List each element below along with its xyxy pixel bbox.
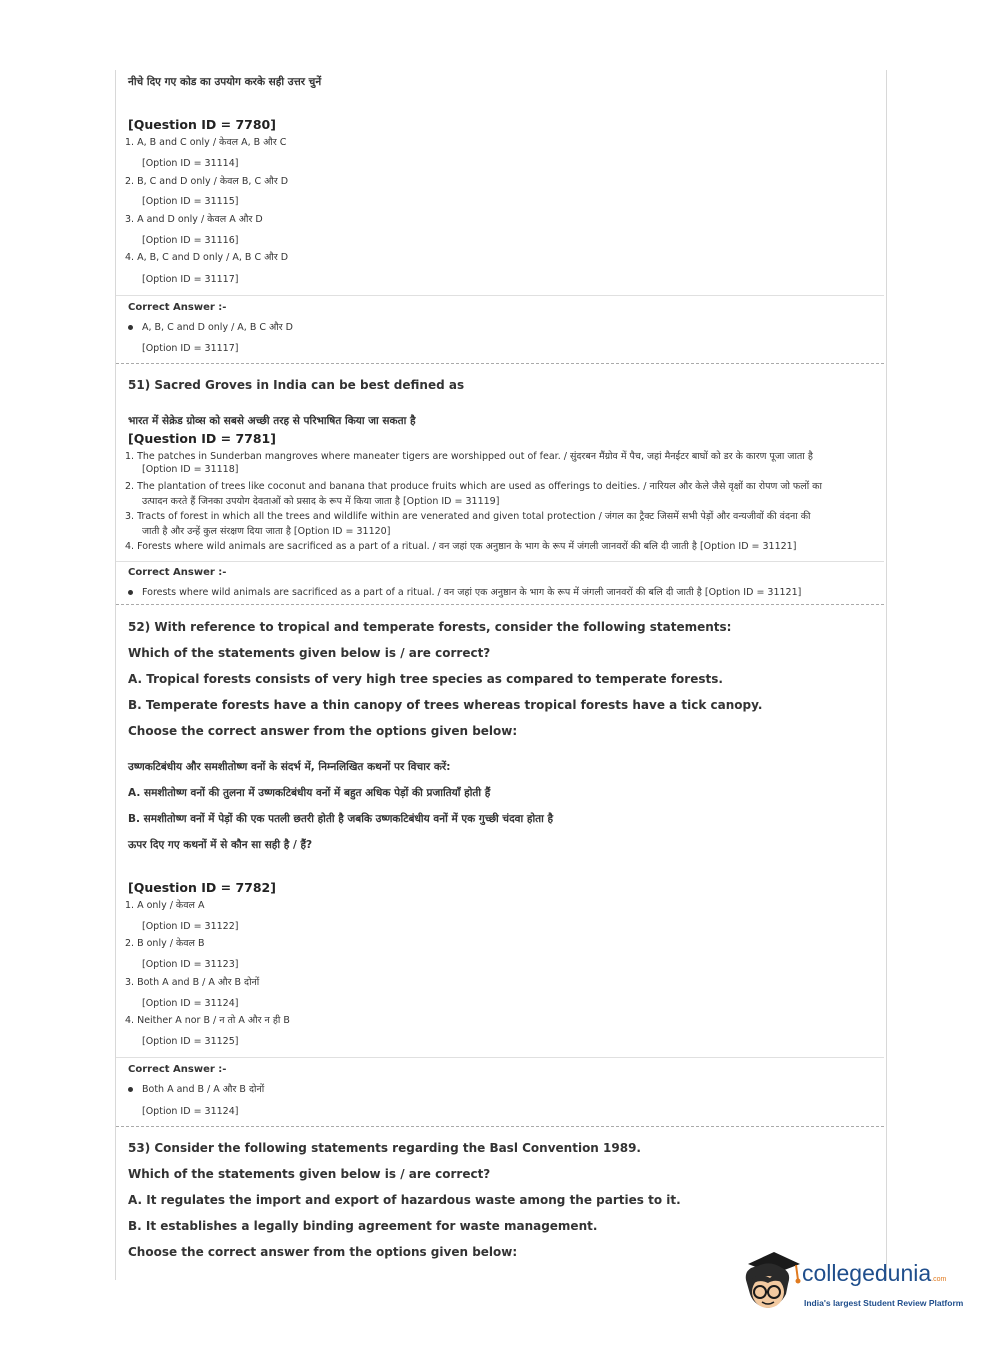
q53-title: 53) Consider the following statements regarding the Basl Convention 1989. xyxy=(128,1141,641,1155)
q52-option-3: 3. Both A and B / A और B दोनों xyxy=(125,977,260,988)
q50-correct-answer: A, B, C and D only / A, B C और D xyxy=(128,320,293,333)
q53-which: Which of the statements given below is / are correct? xyxy=(128,1167,491,1181)
q51-correct-answer: Forests where wild animals are sacrificed as a part of a ritual. / वन जहां एक अनुष्ठान के भाग के रूप में जंगली जानवरों की बलि दी जाती है [Option ID = 31121] xyxy=(128,585,801,598)
q51-option-2-cont: उत्पादन करते हैं जिनका उपयोग देवताओं को प्रसाद के रूप में किया जाता है [Option ID = 31119] xyxy=(142,496,500,507)
q50-question-id: [Question ID = 7780] xyxy=(128,117,276,132)
q53-choose: Choose the correct answer from the options given below: xyxy=(128,1245,518,1259)
q51-option-4: 4. Forests where wild animals are sacrificed as a part of a ritual. / वन जहां एक अनुष्ठान के भाग के रूप में जंगली जानवरों की बलि दी जाती है [Option ID = 31121] xyxy=(125,541,797,552)
q50-correct-answer-id: [Option ID = 31117] xyxy=(142,343,239,354)
question-separator xyxy=(116,604,884,605)
q51-correct-answer-label: Correct Answer :- xyxy=(128,567,227,578)
bullet-icon xyxy=(128,325,133,330)
q50-correct-answer-label: Correct Answer :- xyxy=(128,302,227,313)
q50-option-2: 2. B, C and D only / केवल B, C और D xyxy=(125,176,289,187)
q52-hindi-2: A. समशीतोष्ण वनों की तुलना में उष्णकटिबंधीय वनों में बहुत अधिक पेड़ों की प्रजातियाँ होती हैं xyxy=(128,787,491,799)
question-separator xyxy=(116,363,884,364)
q51-option-3: 3. Tracts of forest in which all the trees and wildlife within are venerated and given total protection / जंगल का ट्रैक्ट जिसमें सभी पेड़ों और वन्यजीवों की वंदना की xyxy=(125,511,811,522)
q52-title: 52) With reference to tropical and temperate forests, consider the following statements: xyxy=(128,620,732,634)
q52-option-1-id: [Option ID = 31122] xyxy=(142,921,239,932)
question-separator xyxy=(116,1126,884,1127)
q52-correct-answer: Both A and B / A और B दोनों xyxy=(128,1082,264,1095)
collegedunia-logo xyxy=(740,1246,980,1318)
q52-question-id: [Question ID = 7782] xyxy=(128,880,276,895)
q52-option-2-id: [Option ID = 31123] xyxy=(142,959,239,970)
q52-option-4: 4. Neither A nor B / न तो A और न ही B xyxy=(125,1015,290,1026)
q51-question-id: [Question ID = 7781] xyxy=(128,431,276,446)
q52-correct-answer-label: Correct Answer :- xyxy=(128,1064,227,1075)
logo-tagline: India's largest Student Review Platform xyxy=(804,1298,964,1308)
q52-option-1: 1. A only / केवल A xyxy=(125,900,205,911)
q52-option-2: 2. B only / केवल B xyxy=(125,938,205,949)
q52-hindi-4: ऊपर दिए गए कथनों में से कौन सा सही है / हैं? xyxy=(128,839,313,851)
q51-option-3-cont: जाती है और उन्हें कुल संरक्षण दिया जाता है [Option ID = 31120] xyxy=(142,526,391,537)
bullet-icon xyxy=(128,590,133,595)
q51-title: 51) Sacred Groves in India can be best defined as xyxy=(128,378,465,392)
q52-statement-a: A. Tropical forests consists of very high tree species as compared to temperate forests. xyxy=(128,672,723,686)
q50-option-4-id: [Option ID = 31117] xyxy=(142,274,239,285)
divider xyxy=(116,295,884,296)
q52-hindi-3: B. समशीतोष्ण वनों में पेड़ों की एक पतली छतरी होती है जबकि उष्णकटिबंधीय वनों में एक गुच्छी चंदवा होता है xyxy=(128,813,554,825)
graduate-mascot-icon xyxy=(740,1250,802,1316)
q51-hindi: भारत में सेक्रेड ग्रोव्स को सबसे अच्छी तरह से परिभाषित किया जा सकता है xyxy=(128,415,416,427)
bullet-icon xyxy=(128,1087,133,1092)
q50-option-3: 3. A and D only / केवल A और D xyxy=(125,214,263,225)
q53-statement-b: B. It establishes a legally binding agreement for waste management. xyxy=(128,1219,598,1233)
q52-statement-b: B. Temperate forests have a thin canopy of trees whereas tropical forests have a tick canopy. xyxy=(128,698,763,712)
q51-option-1: 1. The patches in Sunderban mangroves where maneater tigers are worshipped out of fear. / सुंदरबन मैंग्रोव में पैच, जहां मैनईटर बाघों को डर के कारण पूजा जाता है xyxy=(125,451,813,462)
divider xyxy=(116,561,884,562)
q52-choose: Choose the correct answer from the options given below: xyxy=(128,724,518,738)
q50-option-2-id: [Option ID = 31115] xyxy=(142,196,239,207)
q50-option-3-id: [Option ID = 31116] xyxy=(142,235,239,246)
q50-option-1-id: [Option ID = 31114] xyxy=(142,158,239,169)
q52-which: Which of the statements given below is / are correct? xyxy=(128,646,491,660)
q50-hindi-instruction: नीचे दिए गए कोड का उपयोग करके सही उत्तर चुनें xyxy=(128,76,322,88)
q51-option-2: 2. The plantation of trees like coconut and banana that produce fruits which are used as offerings to deities. / नारियल और केले जैसे वृक्षों का रोपण जो फलों का xyxy=(125,481,822,492)
q51-option-1-id: [Option ID = 31118] xyxy=(142,464,239,475)
divider xyxy=(116,1057,884,1058)
q52-correct-answer-id: [Option ID = 31124] xyxy=(142,1106,239,1117)
q52-option-3-id: [Option ID = 31124] xyxy=(142,998,239,1009)
q53-statement-a: A. It regulates the import and export of hazardous waste among the parties to it. xyxy=(128,1193,681,1207)
q50-option-4: 4. A, B, C and D only / A, B C और D xyxy=(125,252,289,263)
logo-wordmark: collegedunia.com xyxy=(802,1260,947,1286)
q52-hindi-1: उष्णकटिबंधीय और समशीतोष्ण वनों के संदर्भ में, निम्नलिखित कथनों पर विचार करें: xyxy=(128,761,451,773)
q50-option-1: 1. A, B and C only / केवल A, B और C xyxy=(125,137,287,148)
q52-option-4-id: [Option ID = 31125] xyxy=(142,1036,239,1047)
